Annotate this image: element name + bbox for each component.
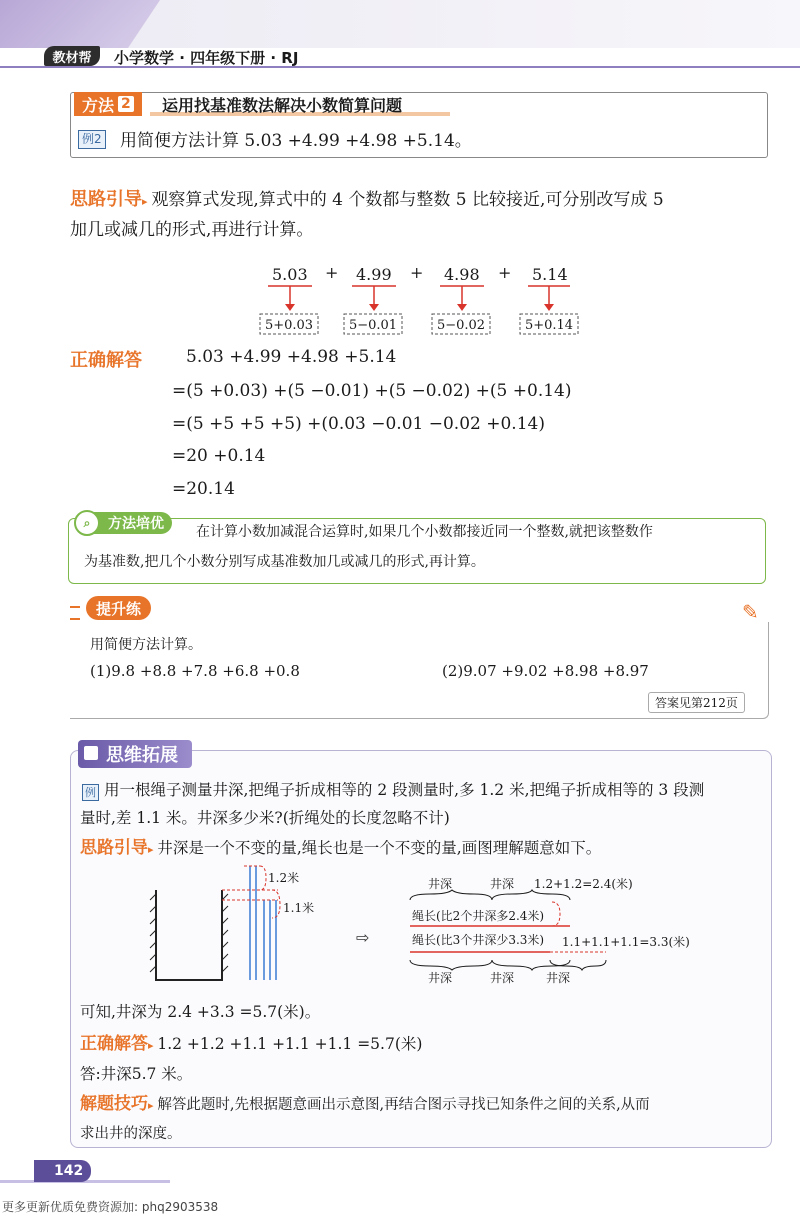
conclusion-text: 可知,井深为 2.4 +3.3 =5.7(米)。 (80, 1003, 321, 1021)
well-outline (156, 890, 222, 980)
answer-line-2: =(5 +0.03) +(5 −0.01) +(5 −0.02) +(5 +0.14) (172, 381, 572, 401)
well-diagram (140, 860, 330, 990)
top-calc: 1.2+1.2=2.4(米) (534, 877, 633, 891)
diagram-plus-3: + (498, 263, 512, 282)
extension-problem-line-1: 用一根绳子测量井深,把绳子折成相等的 2 段测量时,多 1.2 米,把绳子折成相等的 3 段测 (104, 781, 705, 799)
segment-bottom-label-1: 井深 (428, 971, 453, 985)
brace-1-2 (260, 866, 266, 890)
extension-thinking-arrow-icon: ▸ (148, 843, 158, 856)
method-tag-label: 方法 (82, 95, 115, 115)
skill-block (80, 1090, 770, 1148)
extension-thinking-text: 井深是一个不变的量,绳长也是一个不变的量,画图理解题意如下。 (157, 839, 602, 857)
extension-answer (80, 1030, 422, 1060)
diagram-rewrite-4: 5+0.14 (524, 318, 574, 333)
label-1-1: 1.1米 (283, 901, 315, 915)
answer-line-1: 5.03 +4.99 +4.98 +5.14 (186, 347, 397, 367)
method-title: 运用找基准数法解决小数简算问题 (162, 95, 403, 115)
extension-example-tag: 例 (82, 784, 99, 801)
diagram-number-4: 5.14 (532, 265, 568, 284)
brace-top-2 (492, 890, 570, 900)
diagram-arrowhead-2 (369, 304, 379, 311)
thinking-guide-1 (70, 186, 774, 244)
method-number: 2 (118, 96, 134, 112)
diagram-rewrite-1: 5+0.03 (264, 318, 314, 333)
segment-diagram (400, 870, 710, 990)
answer-line-3: =(5 +5 +5 +5) +(0.03 −0.01 −0.02 +0.14) (172, 414, 545, 434)
example-tag: 例2 (78, 130, 106, 149)
footer-note: 更多更新优质免费资源加: phq2903538 (2, 1200, 219, 1214)
brace-bottom-2 (492, 960, 570, 970)
thinking-arrow-icon: ▸ (142, 195, 152, 208)
extension-answer-arrow-icon: ▸ (148, 1039, 158, 1052)
pencil-icon: ✎ (742, 600, 759, 624)
magnifier-icon: ⌕ (74, 510, 100, 536)
extension-answer-label: 正确解答 (80, 1034, 148, 1054)
skill-arrow-icon: ▸ (148, 1099, 158, 1112)
practice-instruction: 用简便方法计算。 (90, 637, 202, 653)
final-answer: 答:井深5.7 米。 (80, 1065, 193, 1083)
tip-tag: 方法培优 (80, 512, 172, 534)
extension-answer-text: 1.2 +1.2 +1.1 +1.1 +1.1 =5.7(米) (157, 1035, 423, 1053)
practice-lines-decoration (70, 606, 80, 620)
practice-item-2: (2)9.07 +9.02 +8.98 +8.97 (442, 662, 649, 680)
diagram-rewrite-2: 5−0.01 (348, 318, 398, 333)
skill-line-1: 解答此题时,先根据题意画出示意图,再结合图示寻找已知条件之间的关系,从而 (157, 1097, 650, 1113)
method-tag (74, 92, 142, 116)
skill-line-2: 求出井的深度。 (80, 1126, 182, 1142)
answer-label: 正确解答 (70, 350, 142, 371)
segment-bottom-label-2: 井深 (490, 971, 515, 985)
thinking-line2: 加几或减几的形式,再进行计算。 (70, 220, 314, 240)
brace-top-1 (410, 890, 492, 900)
diagram-number-3: 4.98 (444, 265, 480, 284)
practice-item-1: (1)9.8 +8.8 +7.8 +6.8 +0.8 (90, 662, 300, 680)
brace-2-4 (552, 902, 560, 926)
book-icon (84, 746, 98, 760)
extension-tag: 思维拓展 (78, 740, 192, 768)
diagram-number-1: 5.03 (272, 265, 308, 284)
thinking-label: 思路引导 (70, 189, 142, 210)
rewrite-diagram (250, 258, 590, 342)
arrow-right-icon: ⇨ (356, 928, 370, 947)
tip-line-1: 在计算小数加减混合运算时,如果几个小数都接近同一个整数,就把该整数作 (196, 524, 653, 540)
diagram-plus-2: + (410, 263, 424, 282)
diagram-plus-1: + (325, 263, 339, 282)
answer-line-4: =20 +0.14 (172, 446, 266, 466)
answer-reference: 答案见第212页 (648, 692, 745, 713)
label-1-2: 1.2米 (268, 871, 300, 885)
brace-bottom-1 (410, 960, 492, 970)
segment-bottom-label-3: 井深 (546, 971, 571, 985)
answer-line-5: =20.14 (172, 479, 235, 499)
header-title: 小学数学 · 四年级下册 · RJ (114, 49, 299, 67)
practice-tag: 提升练 (86, 596, 151, 620)
diagram-arrowhead-1 (285, 304, 295, 311)
diagram-arrowhead-4 (544, 304, 554, 311)
extension-problem-line-2: 量时,差 1.1 米。井深多少米?(折绳处的长度忽略不计) (80, 809, 450, 827)
diagram-number-2: 4.99 (356, 265, 392, 284)
rope-line-2: 绳长(比3个井深少3.3米) (412, 933, 545, 947)
example-text: 用简便方法计算 5.03 +4.99 +4.98 +5.14。 (120, 131, 472, 151)
skill-label: 解题技巧 (80, 1094, 148, 1114)
segment-top-label-1: 井深 (428, 877, 453, 891)
header-badge: 教材帮 (44, 46, 100, 66)
tip-line-2: 为基准数,把几个小数分别写成基准数加几或减几的形式,再计算。 (84, 554, 485, 570)
brace-bottom-3 (550, 960, 606, 970)
thinking-line1: 观察算式发现,算式中的 4 个数都与整数 5 比较接近,可分别改写成 5 (151, 190, 664, 210)
segment-top-label-2: 井深 (490, 877, 515, 891)
extension-thinking-label: 思路引导 (80, 838, 148, 858)
rope-line-1: 绳长(比2个井深多2.4米) (412, 909, 545, 923)
page-number: 142 (34, 1160, 91, 1182)
diagram-arrowhead-3 (457, 304, 467, 311)
diagram-rewrite-3: 5−0.02 (436, 318, 486, 333)
bottom-calc: 1.1+1.1+1.1=3.3(米) (562, 935, 690, 949)
